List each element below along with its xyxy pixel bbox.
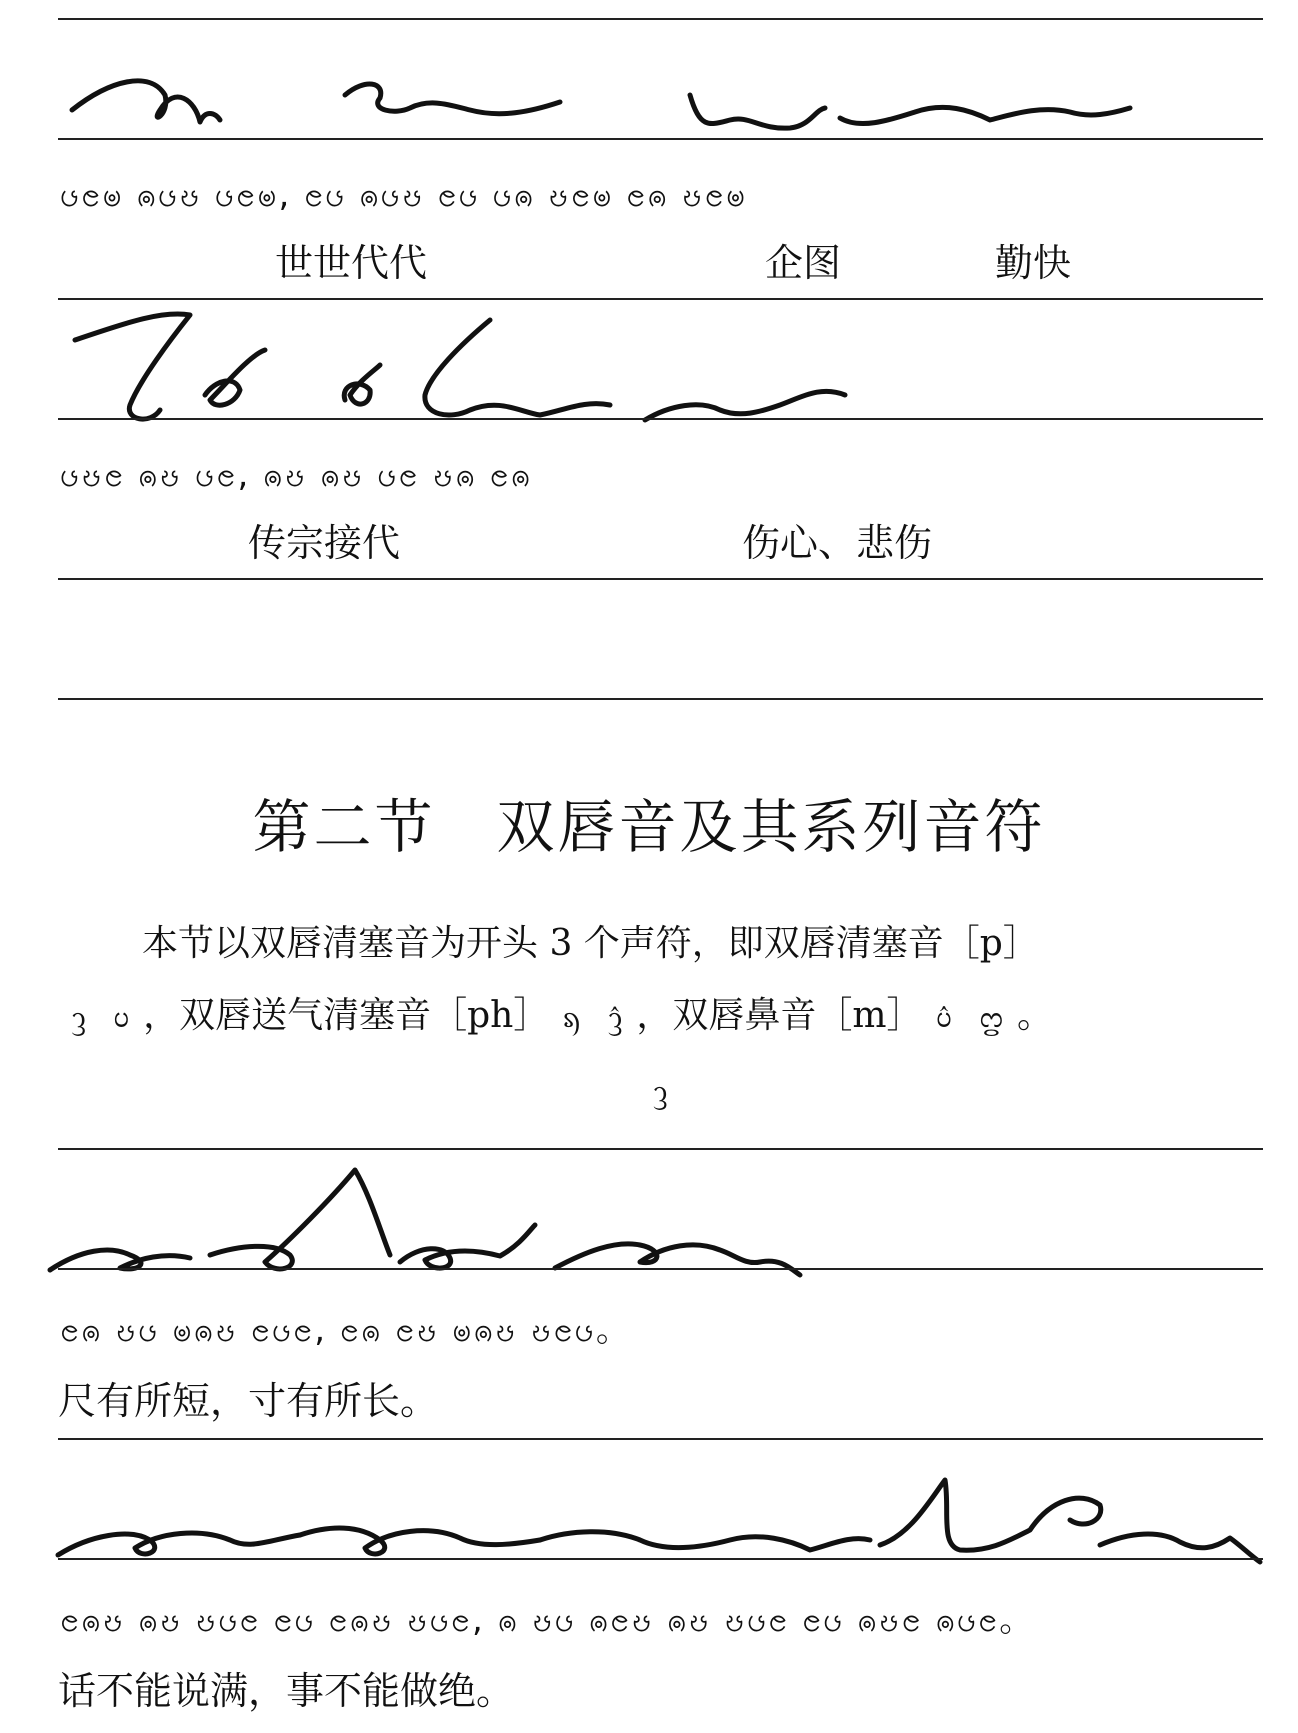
glyph-m-1: ᦥ — [936, 1000, 952, 1035]
section-title: 第二节 双唇音及其系列音符 — [252, 793, 1046, 861]
translation-5: 话不能说满，事不能做绝。 — [58, 1669, 515, 1713]
glyph-m-2: ᦦ — [979, 1000, 1003, 1035]
intro-line-1: 本节以双唇清塞音为开头 3 个声符，即双唇清塞音［p］ — [142, 923, 1039, 964]
translation-1b: 企图 — [765, 241, 842, 285]
glyph-ph-2: ᦤ — [608, 1000, 623, 1035]
script-transcription-5: ၔၐၓ ၐၓ ၓၒၔ ၔၒ ၔၐၓ ၓၒၔ, ၐ ၓၒ ၐၔၓ ၐၓ ၓၒၔ ၔၒ ၐၓၔ ၐၒၔ。 — [60, 1600, 1036, 1640]
glyph-p-2: ᦢ — [113, 1000, 130, 1035]
writing-line-base-5 — [58, 1558, 1263, 1560]
intro-line-2c: 。 — [1017, 995, 1054, 1036]
script-transcription-2: ၒၓၔ ၐၓ ၒၔ, ၐၓ ၐၓ ၒၔ ၓၐ ၔၐ — [60, 455, 533, 495]
script-transcription-1: ၒၔၑ ၐၒၓ ၒၔၑ, ၔၒ ၐၒၓ ၔၒ ၒၐ ၓၔၑ ၔၐ ၓၔၑ — [60, 175, 748, 215]
glyph-ph-1: ᦣ — [563, 1000, 581, 1035]
script-transcription-4: ၔၐ ၓၒ ၑၐၓ ၔၒၔ, ၔၐ ၔၓ ၑၐၓ ၓၔၒ。 — [60, 1310, 632, 1350]
intro-line-2b: ，双唇鼻音［m］ — [636, 995, 923, 1036]
translation-1a: 世世代代 — [275, 241, 428, 285]
translation-1c: 勤快 — [995, 241, 1072, 285]
translation-2b: 伤心、悲伤 — [742, 521, 933, 565]
translation-2a: 传宗接代 — [248, 521, 401, 565]
translation-4: 尺有所短，寸有所长。 — [58, 1379, 439, 1423]
glyph-p-1: ᦡ — [72, 1000, 86, 1035]
glyph-m-3: ᦡ — [653, 1074, 668, 1109]
intro-line-2a: ，双唇送气清塞音［ph］ — [143, 995, 550, 1036]
